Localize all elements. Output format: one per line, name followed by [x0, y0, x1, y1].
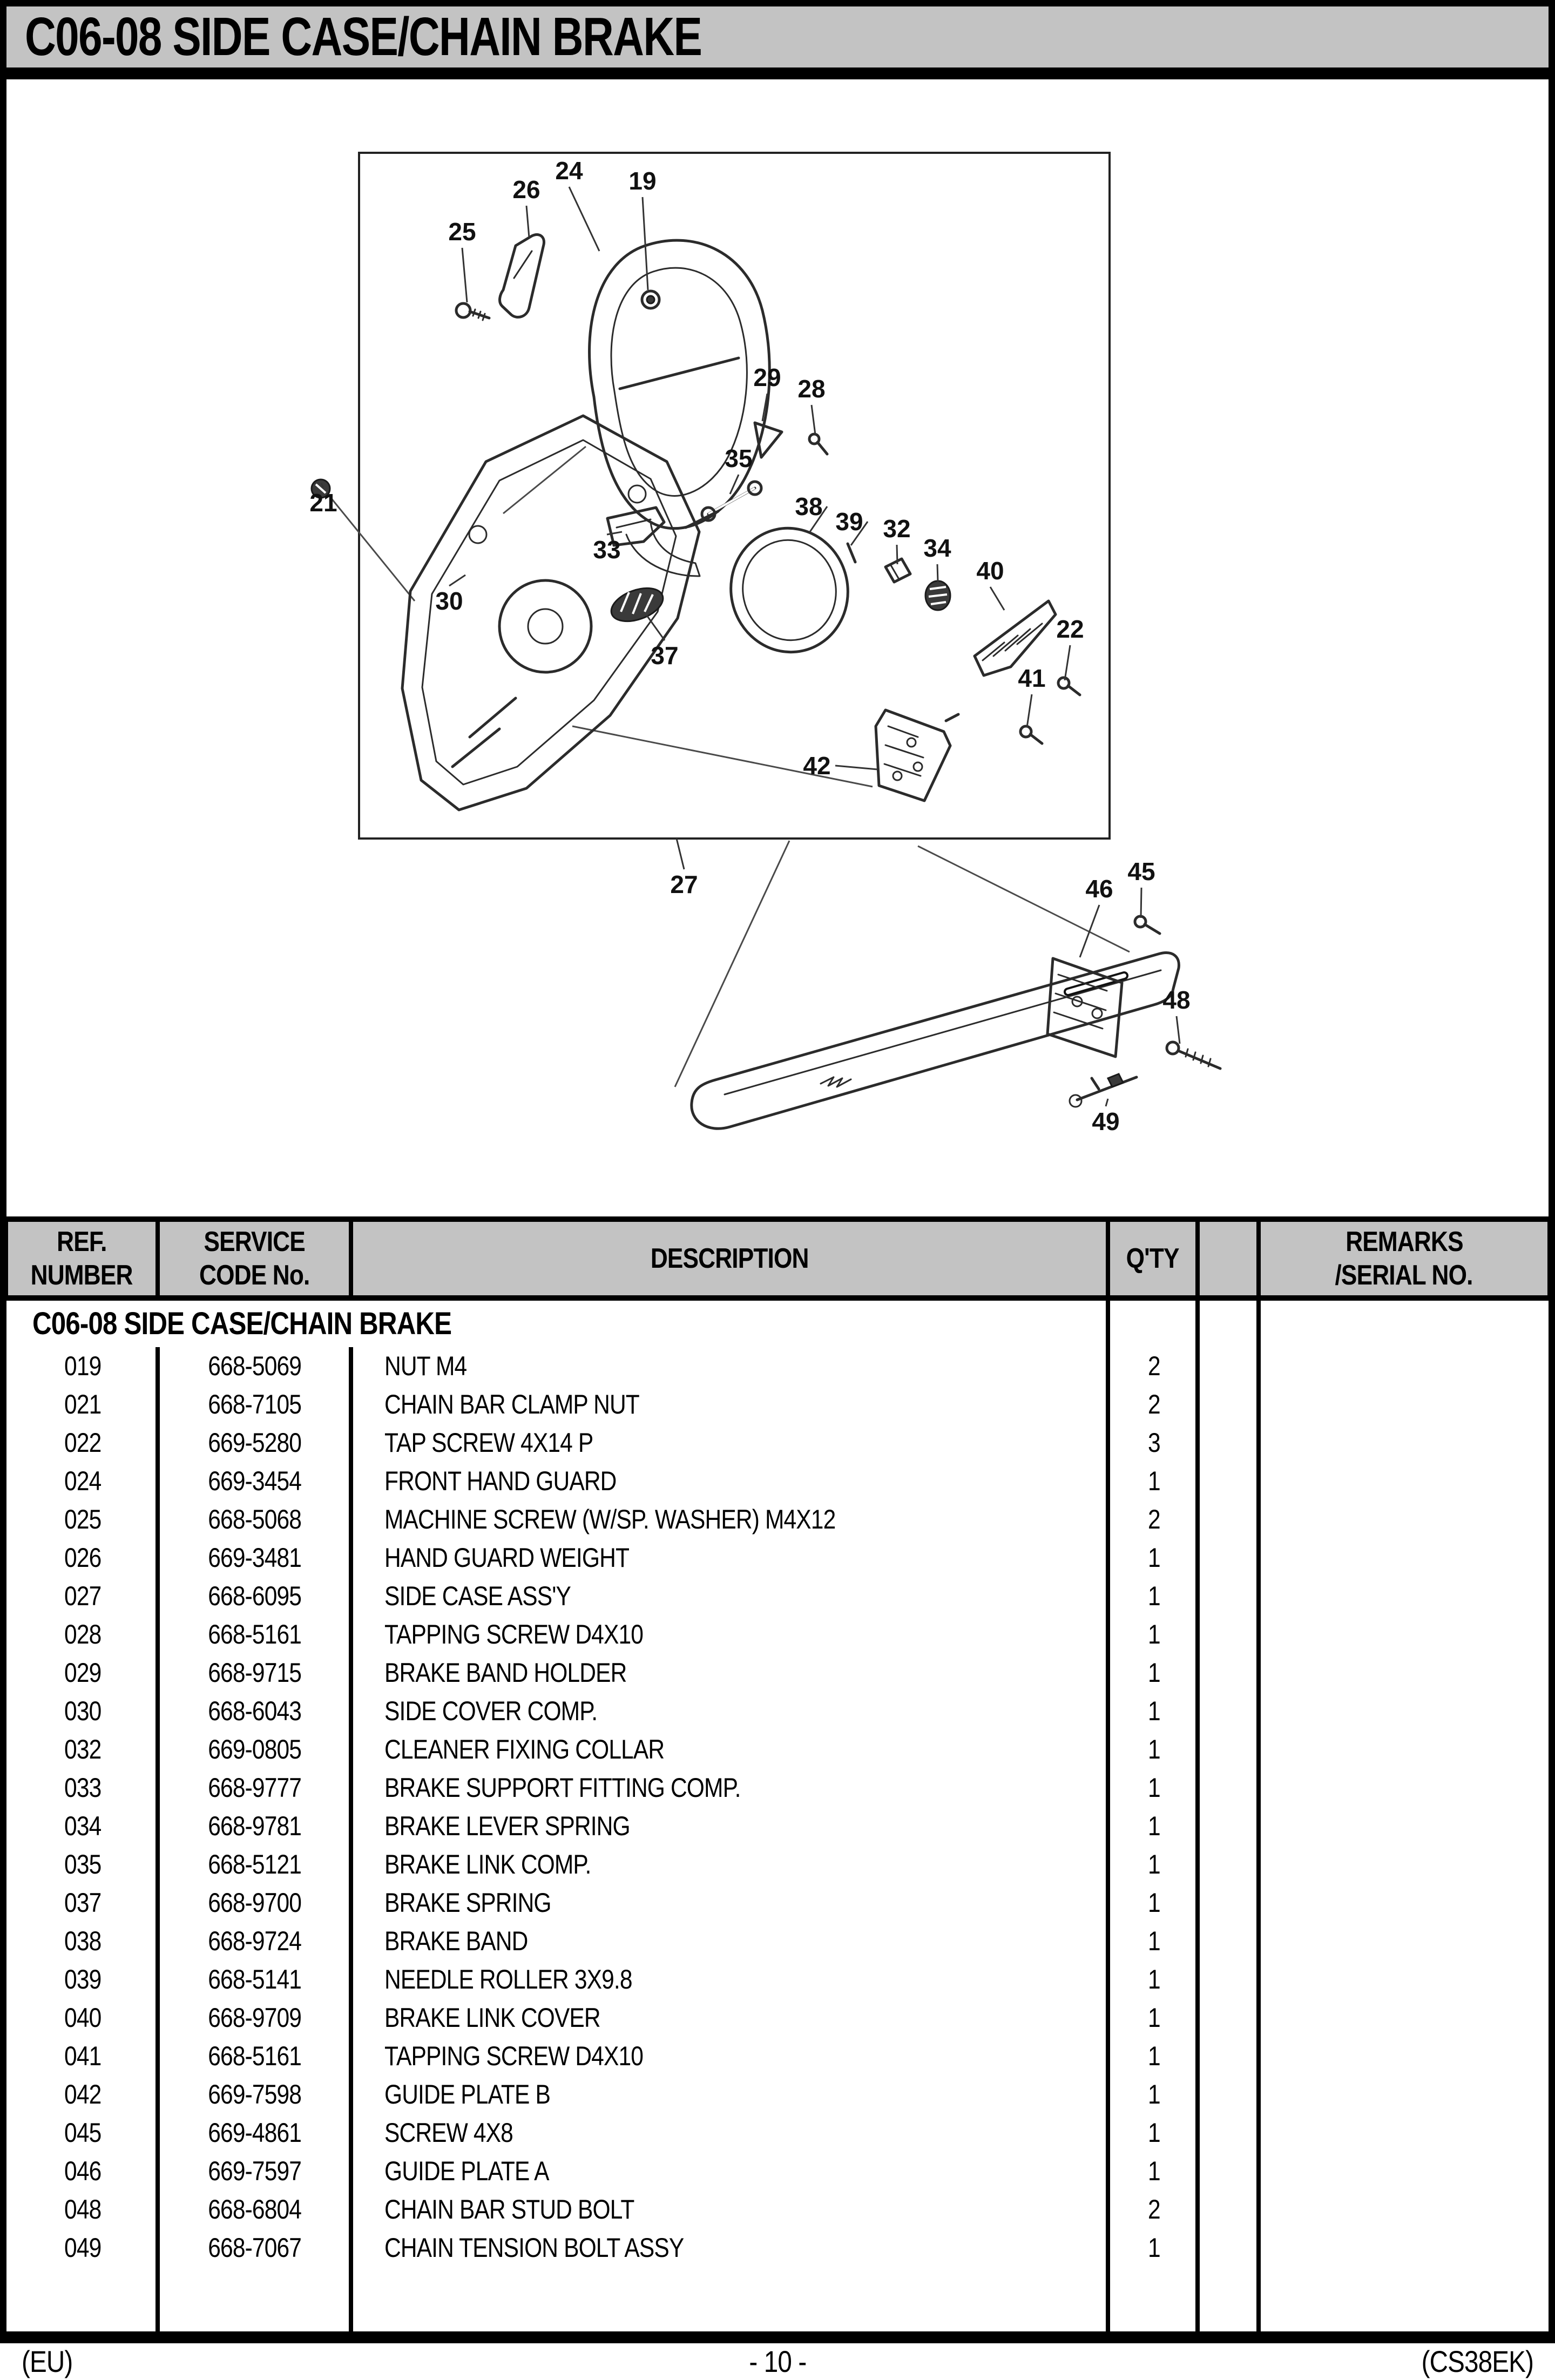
header-qty: Q'TY	[1110, 1222, 1195, 1295]
table-row	[0, 1462, 1555, 1500]
cell-qty: 1	[1147, 2041, 1160, 2071]
table-row	[0, 1692, 1555, 1730]
table-header	[6, 1216, 1549, 1301]
part-machine-screw-25	[456, 303, 489, 320]
callout-33: 33	[593, 536, 621, 564]
cell-desc: BRAKE LINK COMP.	[384, 1849, 591, 1879]
part-brake-band-38	[719, 517, 859, 663]
cell-qty: 1	[1147, 1964, 1160, 1994]
table-row	[0, 2037, 1555, 2075]
part-guide-plate-b-42	[876, 710, 958, 801]
cell-code: 668-5068	[208, 1504, 302, 1534]
part-chain-bar	[692, 953, 1179, 1129]
callout-32: 32	[883, 515, 911, 543]
cell-desc: SIDE CASE ASS'Y	[384, 1581, 571, 1611]
header-remarks: REMARKS /SERIAL NO.	[1261, 1222, 1547, 1295]
cell-code: 668-6095	[208, 1581, 302, 1611]
cell-qty: 1	[1147, 1811, 1160, 1841]
cell-code: 668-9700	[208, 1888, 302, 1918]
callout-27: 27	[670, 870, 698, 898]
table-row	[0, 2190, 1555, 2229]
callout-45: 45	[1127, 857, 1155, 885]
part-chain-tension-bolt-49	[1070, 1074, 1137, 1107]
cell-qty: 1	[1147, 1581, 1160, 1611]
cell-qty: 1	[1147, 1888, 1160, 1918]
cell-code: 668-9715	[208, 1658, 302, 1688]
table-row	[0, 1769, 1555, 1807]
part-brake-lever-spring-34	[925, 581, 950, 610]
callout-30: 30	[435, 587, 463, 615]
header-description: DESCRIPTION	[353, 1222, 1106, 1295]
table-row	[0, 1424, 1555, 1462]
cell-code: 669-3481	[208, 1543, 302, 1573]
cell-ref: 040	[64, 2003, 102, 2033]
cell-ref: 035	[64, 1849, 102, 1879]
callout-leader-25	[462, 248, 467, 302]
part-spring-37	[607, 582, 667, 628]
cell-desc: CHAIN BAR CLAMP NUT	[384, 1389, 639, 1419]
callout-19: 19	[628, 167, 657, 195]
cell-desc: NUT M4	[384, 1351, 467, 1381]
table-row	[0, 1577, 1555, 1615]
cell-qty: 1	[1147, 2118, 1160, 2148]
part-tapping-screw-41	[1020, 726, 1042, 743]
part-needle-roller-39	[848, 544, 855, 562]
cell-ref: 039	[64, 1964, 102, 1994]
cell-desc: SIDE COVER COMP.	[384, 1696, 598, 1726]
cell-qty: 1	[1147, 2156, 1160, 2186]
cell-qty: 1	[1147, 2233, 1160, 2263]
part-tapping-screw-22	[1058, 678, 1080, 695]
cell-ref: 027	[64, 1581, 102, 1611]
cell-qty: 3	[1147, 1428, 1160, 1458]
table-row	[0, 2229, 1555, 2267]
cell-ref: 030	[64, 1696, 102, 1726]
cell-code: 668-6804	[208, 2194, 302, 2225]
callout-leader-46	[1080, 905, 1099, 957]
callout-38: 38	[795, 492, 823, 520]
cell-code: 668-5141	[208, 1964, 302, 1994]
cell-qty: 1	[1147, 1849, 1160, 1879]
cell-ref: 042	[64, 2079, 102, 2109]
page-footer	[0, 2343, 1555, 2380]
cell-code: 669-7598	[208, 2079, 302, 2109]
cell-qty: 2	[1147, 1389, 1160, 1419]
cell-ref: 032	[64, 1734, 102, 1764]
cell-ref: 049	[64, 2233, 102, 2263]
cell-ref: 026	[64, 1543, 102, 1573]
table-divider	[1106, 1301, 1110, 2331]
table-row	[0, 1999, 1555, 2037]
cell-code: 668-7067	[208, 2233, 302, 2263]
table-row	[0, 1884, 1555, 1922]
callout-28: 28	[797, 375, 826, 403]
callout-40: 40	[976, 557, 1004, 585]
callout-24: 24	[555, 157, 583, 185]
cell-code: 668-9781	[208, 1811, 302, 1841]
part-brake-link-35	[686, 482, 761, 528]
cell-qty: 2	[1147, 2194, 1160, 2225]
footer-model: (CS38EK)	[1421, 2344, 1533, 2378]
exploded-diagram	[0, 116, 1555, 1216]
table-divider	[1195, 1301, 1200, 2331]
cell-qty: 1	[1147, 1696, 1160, 1726]
cell-code: 668-9777	[208, 1773, 302, 1803]
cell-desc: BRAKE BAND	[384, 1926, 528, 1956]
cell-code: 668-9709	[208, 2003, 302, 2033]
cell-desc: NEEDLE ROLLER 3X9.8	[384, 1964, 632, 1994]
cell-desc: CHAIN BAR STUD BOLT	[384, 2194, 634, 2225]
part-guide-plate-a-46	[1047, 958, 1122, 1057]
callout-leader-37	[647, 616, 665, 640]
cell-code: 669-0805	[208, 1734, 302, 1764]
callout-leader-41	[1027, 694, 1032, 727]
table-row	[0, 2152, 1555, 2190]
cell-qty: 1	[1147, 1926, 1160, 1956]
cell-qty: 2	[1147, 1351, 1160, 1381]
cell-code: 668-5161	[208, 2041, 302, 2071]
part-tapping-screw-28	[809, 434, 827, 454]
callout-leader-34	[937, 564, 938, 582]
callout-leader-30	[449, 575, 465, 586]
cell-desc: GUIDE PLATE B	[384, 2079, 550, 2109]
callout-leader-28	[812, 405, 815, 435]
callout-25: 25	[448, 218, 476, 246]
callout-48: 48	[1162, 986, 1191, 1014]
cell-code: 668-5161	[208, 1619, 302, 1649]
cell-code: 669-5280	[208, 1428, 302, 1458]
cell-ref: 033	[64, 1773, 102, 1803]
callout-49: 49	[1092, 1107, 1120, 1135]
cell-ref: 024	[64, 1466, 102, 1496]
cell-desc: BRAKE LINK COVER	[384, 2003, 600, 2033]
cell-code: 668-7105	[208, 1389, 302, 1419]
exploded-guide-lines	[330, 447, 1130, 1087]
cell-desc: MACHINE SCREW (W/SP. WASHER) M4X12	[384, 1504, 836, 1534]
callout-26: 26	[512, 175, 540, 204]
cell-ref: 022	[64, 1428, 102, 1458]
cell-ref: 025	[64, 1504, 102, 1534]
table-divider	[1256, 1301, 1261, 2331]
part-front-hand-guard-24	[590, 240, 770, 576]
table-row	[0, 1347, 1555, 1385]
cell-desc: BRAKE LEVER SPRING	[384, 1811, 630, 1841]
callout-leader-26	[526, 206, 529, 238]
cell-qty: 1	[1147, 1734, 1160, 1764]
part-screw-45	[1135, 916, 1160, 934]
callout-34: 34	[923, 534, 951, 562]
table-row	[0, 1845, 1555, 1884]
page-title: C06-08 SIDE CASE/CHAIN BRAKE	[25, 6, 702, 67]
callout-39: 39	[835, 508, 863, 536]
cell-code: 668-5069	[208, 1351, 302, 1381]
cell-ref: 046	[64, 2156, 102, 2186]
cell-ref: 048	[64, 2194, 102, 2225]
title-band	[6, 6, 1549, 67]
callout-21: 21	[309, 489, 337, 517]
cell-ref: 029	[64, 1658, 102, 1688]
cell-qty: 1	[1147, 1543, 1160, 1573]
callout-22: 22	[1056, 615, 1084, 643]
callout-46: 46	[1085, 875, 1113, 903]
table-row	[0, 1385, 1555, 1424]
cell-ref: 038	[64, 1926, 102, 1956]
callout-42: 42	[803, 752, 831, 780]
table-row	[0, 1960, 1555, 1999]
cell-qty: 1	[1147, 2003, 1160, 2033]
table-row	[0, 1500, 1555, 1539]
section-title: C06-08 SIDE CASE/CHAIN BRAKE	[32, 1306, 452, 1341]
cell-desc: BRAKE BAND HOLDER	[384, 1658, 627, 1688]
header-ref-number: REF. NUMBER	[8, 1222, 156, 1295]
table-row	[0, 1615, 1555, 1654]
cell-ref: 045	[64, 2118, 102, 2148]
cell-ref: 028	[64, 1619, 102, 1649]
table-row	[0, 1654, 1555, 1692]
cell-ref: 019	[64, 1351, 102, 1381]
cell-qty: 1	[1147, 1773, 1160, 1803]
cell-qty: 2	[1147, 1504, 1160, 1534]
guard-nut-19	[647, 296, 654, 303]
table-divider	[156, 1347, 160, 2331]
cell-desc: GUIDE PLATE A	[384, 2156, 549, 2186]
table-bottom-border	[0, 2331, 1555, 2343]
cell-ref: 021	[64, 1389, 102, 1419]
table-row	[0, 2075, 1555, 2114]
cell-desc: TAPPING SCREW D4X10	[384, 2041, 644, 2071]
cell-code: 668-5121	[208, 1849, 302, 1879]
table-row	[0, 1922, 1555, 1960]
cell-desc: SCREW 4X8	[384, 2118, 513, 2148]
part-hand-guard-weight-26	[500, 234, 544, 317]
cell-desc: FRONT HAND GUARD	[384, 1466, 617, 1496]
title-bar	[0, 0, 1555, 79]
callout-29: 29	[753, 363, 781, 391]
callout-leader-49	[1106, 1099, 1108, 1106]
parts-table-body	[0, 1347, 1555, 2267]
bar-marking	[821, 1077, 851, 1087]
cell-ref: 034	[64, 1811, 102, 1841]
table-row	[0, 1807, 1555, 1845]
callout-leader-24	[569, 187, 599, 251]
cell-desc: BRAKE SUPPORT FITTING COMP.	[384, 1773, 741, 1803]
part-chain-bar-stud-bolt-48	[1167, 1042, 1220, 1069]
callout-leader-33	[607, 532, 622, 535]
cell-desc: TAPPING SCREW D4X10	[384, 1619, 644, 1649]
cell-qty: 1	[1147, 2079, 1160, 2109]
header-service-code: SERVICE CODE No.	[160, 1222, 349, 1295]
cell-code: 669-7597	[208, 2156, 302, 2186]
cell-desc: BRAKE SPRING	[384, 1888, 551, 1918]
cell-desc: TAP SCREW 4X14 P	[384, 1428, 593, 1458]
cell-qty: 1	[1147, 1658, 1160, 1688]
callout-37: 37	[651, 641, 679, 670]
table-row	[0, 1539, 1555, 1577]
callout-leader-48	[1177, 1016, 1180, 1044]
part-brake-band-holder-29	[755, 423, 782, 457]
cell-code: 668-9724	[208, 1926, 302, 1956]
header-blank-column	[1200, 1222, 1256, 1295]
footer-page-number: - 10 -	[748, 2344, 806, 2378]
table-row	[0, 2114, 1555, 2152]
cell-code: 669-4861	[208, 2118, 302, 2148]
cell-qty: 1	[1147, 1466, 1160, 1496]
callout-41: 41	[1018, 664, 1046, 692]
callout-leader-42	[835, 766, 877, 769]
callout-leader-22	[1065, 645, 1070, 680]
cell-qty: 1	[1147, 1619, 1160, 1649]
cell-ref: 041	[64, 2041, 102, 2071]
cell-desc: CHAIN TENSION BOLT ASSY	[384, 2233, 684, 2263]
callout-leader-27	[677, 839, 684, 869]
callout-35: 35	[725, 444, 753, 472]
table-divider	[349, 1347, 353, 2331]
cell-code: 668-6043	[208, 1696, 302, 1726]
cell-ref: 037	[64, 1888, 102, 1918]
cell-desc: CLEANER FIXING COLLAR	[384, 1734, 665, 1764]
table-row	[0, 1730, 1555, 1769]
cell-code: 669-3454	[208, 1466, 302, 1496]
footer-region: (EU)	[22, 2344, 73, 2378]
callout-leader-40	[990, 587, 1004, 610]
cell-desc: HAND GUARD WEIGHT	[384, 1543, 630, 1573]
